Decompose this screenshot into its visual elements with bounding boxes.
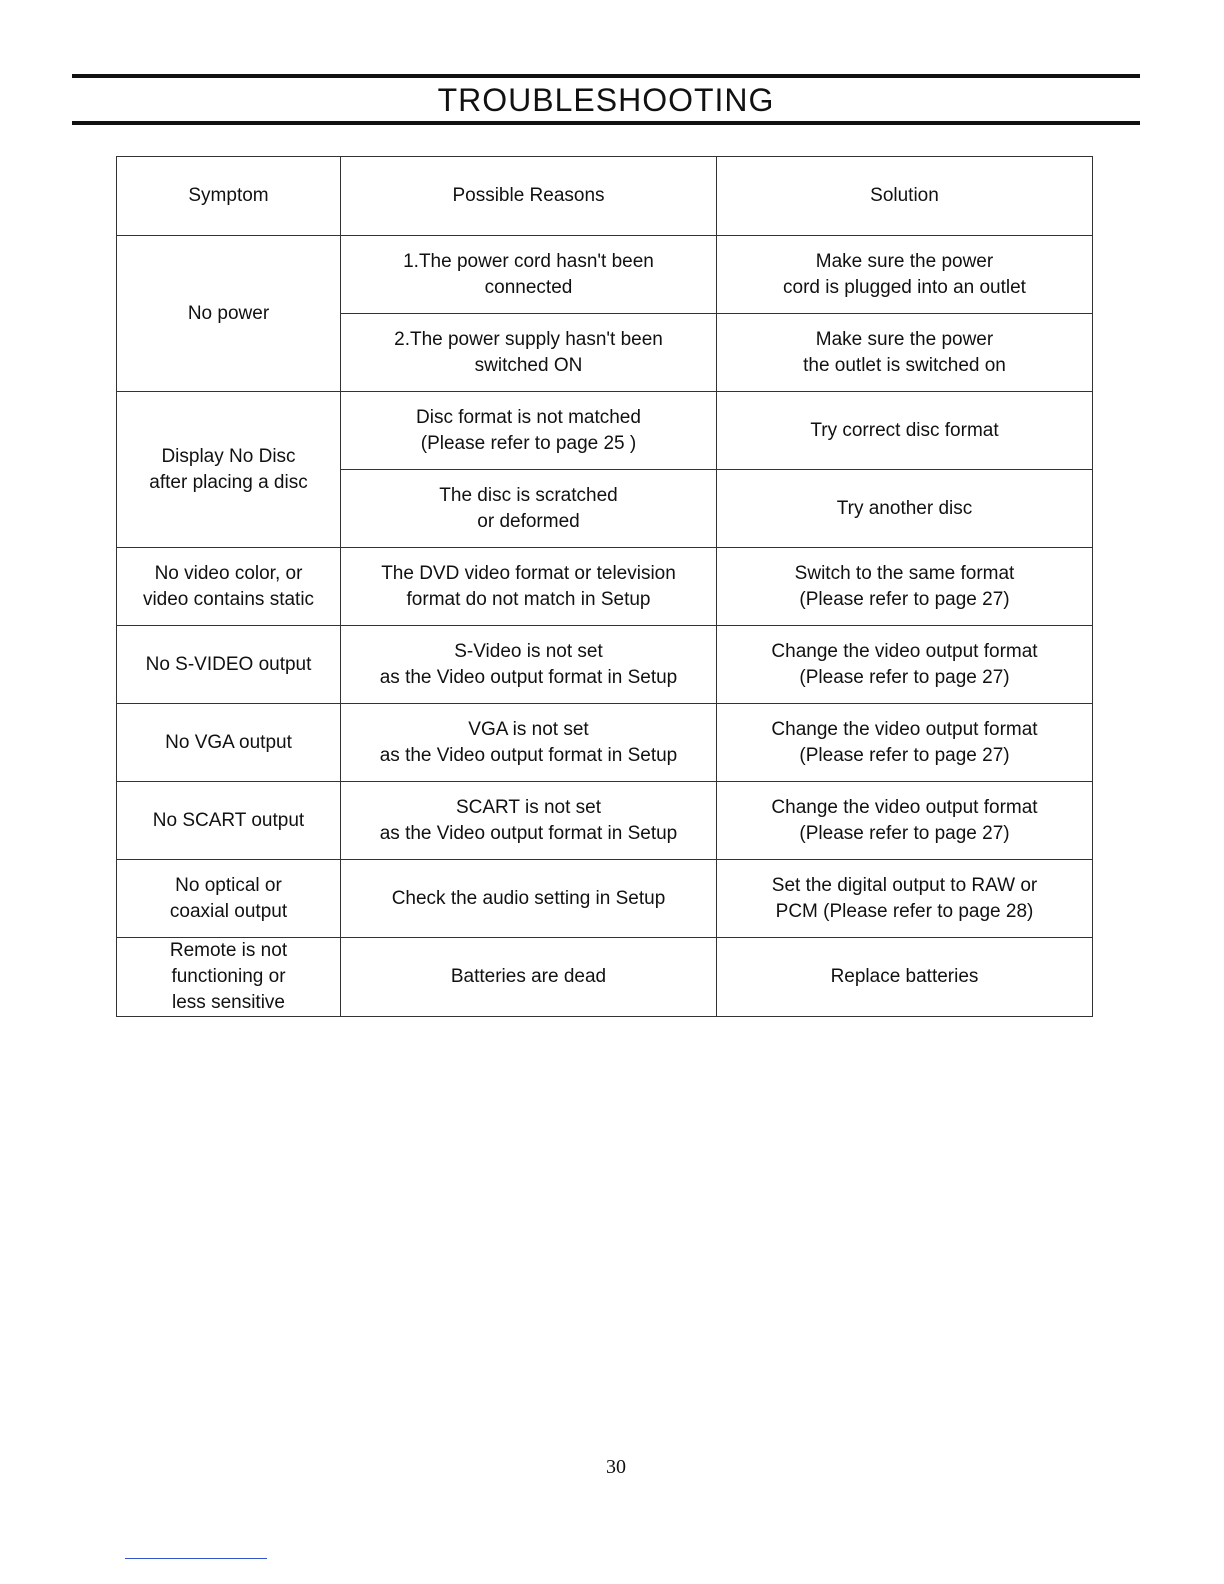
- reason-cell: 1.The power cord hasn't been connected: [341, 236, 717, 314]
- page-title: TROUBLESHOOTING: [437, 82, 775, 118]
- symptom-cell: No optical or coaxial output: [117, 860, 341, 938]
- solution-cell: Change the video output format (Please refer to page 27): [717, 704, 1093, 782]
- symptom-cell: Remote is not functioning or less sensitive: [117, 938, 341, 1017]
- symptom-cell: No power: [117, 236, 341, 392]
- table-row: [117, 548, 1093, 626]
- symptom-cell: Display No Disc after placing a disc: [117, 392, 341, 548]
- header-possible-reasons: Possible Reasons: [341, 157, 717, 236]
- table-row: [117, 392, 1093, 470]
- reason-cell: SCART is not set as the Video output format in Setup: [341, 782, 717, 860]
- solution-cell: Set the digital output to RAW or PCM (Please refer to page 28): [717, 860, 1093, 938]
- table-row: [117, 938, 1093, 1017]
- solution-cell: Change the video output format (Please refer to page 27): [717, 782, 1093, 860]
- solution-cell: Make sure the power cord is plugged into an outlet: [717, 236, 1093, 314]
- table-row: [117, 236, 1093, 314]
- table-row: [117, 782, 1093, 860]
- table-row: [117, 626, 1093, 704]
- solution-cell: Try another disc: [717, 470, 1093, 548]
- page-number: 30: [606, 1456, 626, 1478]
- solution-cell: Make sure the power the outlet is switched on: [717, 314, 1093, 392]
- solution-cell: Try correct disc format: [717, 392, 1093, 470]
- symptom-cell: No SCART output: [117, 782, 341, 860]
- title-bottom-rule: [72, 121, 1140, 125]
- reason-cell: Check the audio setting in Setup: [341, 860, 717, 938]
- reason-cell: 2.The power supply hasn't been switched ON: [341, 314, 717, 392]
- troubleshooting-table: [116, 156, 1093, 1017]
- solution-cell: Switch to the same format (Please refer to page 27): [717, 548, 1093, 626]
- table-row: [117, 860, 1093, 938]
- title-top-rule: [72, 74, 1140, 78]
- symptom-cell: No S-VIDEO output: [117, 626, 341, 704]
- solution-cell: Replace batteries: [717, 938, 1093, 1017]
- header-symptom: Symptom: [117, 157, 341, 236]
- footer-underline: [125, 1558, 267, 1559]
- symptom-cell: No VGA output: [117, 704, 341, 782]
- reason-cell: VGA is not set as the Video output format in Setup: [341, 704, 717, 782]
- reason-cell: The disc is scratched or deformed: [341, 470, 717, 548]
- symptom-cell: No video color, or video contains static: [117, 548, 341, 626]
- table-header-row: [117, 157, 1093, 236]
- header-solution: Solution: [717, 157, 1093, 236]
- table-row: [117, 704, 1093, 782]
- reason-cell: Batteries are dead: [341, 938, 717, 1017]
- reason-cell: The DVD video format or television format do not match in Setup: [341, 548, 717, 626]
- solution-cell: Change the video output format (Please refer to page 27): [717, 626, 1093, 704]
- reason-cell: S-Video is not set as the Video output format in Setup: [341, 626, 717, 704]
- reason-cell: Disc format is not matched (Please refer to page 25 ): [341, 392, 717, 470]
